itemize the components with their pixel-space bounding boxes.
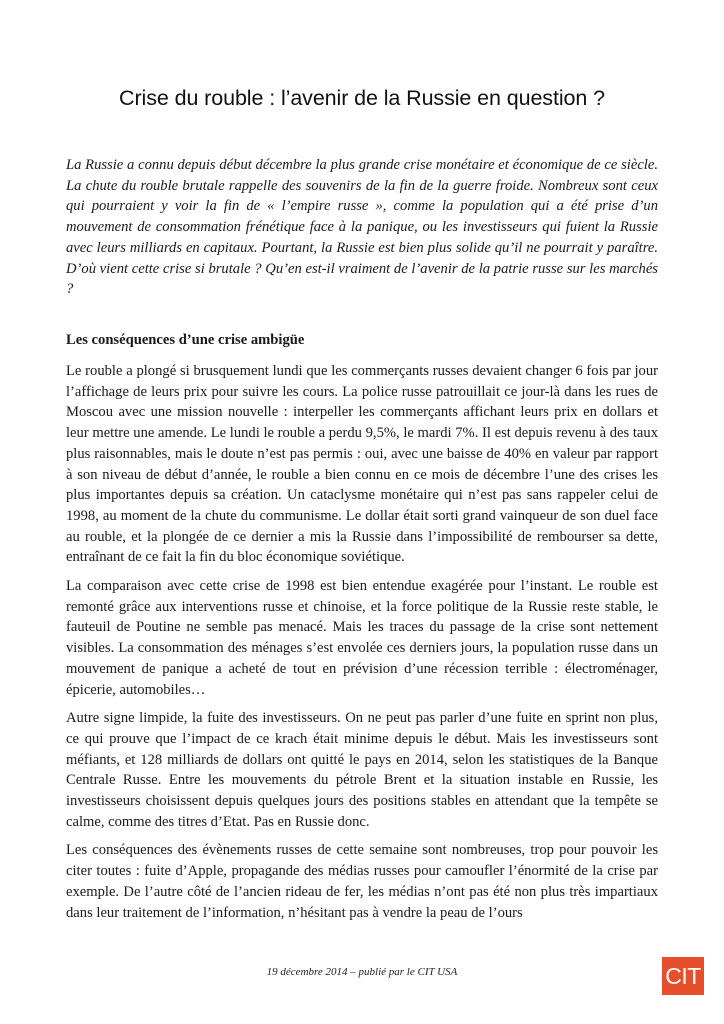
body-paragraph-4: Les conséquences des évènements russes de cette semaine sont nombreuses, trop pour pouvoir les citer toutes : fuite d’Apple, propagande des médias russes pour camoufler l’énormité de la crise par exemple. De l’autre côté de l’ancien rideau de fer, les médias n’ont pas été non plus très impartiaux dans leur traitement de l’information, n’hésitant pas à vendre la peau de l’ours	[66, 842, 658, 921]
article-body	[66, 361, 658, 931]
body-paragraph-3: Autre signe limpide, la fuite des investisseurs. On ne peut pas parler d’une fuite en sprint non plus, ce qui prouve que l’impact de ce krach était minime depuis le début. Mais les investisseurs sont méfiants, et 128 milliards de dollars ont quitté le pays en 2014, selon les statistiques de la Banque Centrale Russe. Entre les mouvements du pétrole Brent et la situation instable en Russie, les investisseurs choisissent depuis quelques jours des positions stables en attendant que la tempête se calme, comme des titres d’Etat. Pas en Russie donc.	[66, 710, 658, 830]
body-paragraph-1: Le rouble a plongé si brusquement lundi que les commerçants russes devaient changer 6 fois par jour l’affichage de leurs prix pour suivre les cours. La police russe patrouillait ce jour-là dans les rues de Moscou avec une mission nouvelle : interpeller les commerçants affichant leurs prix en dollars et leur mettre une amende. Le lundi le rouble a perdu 9,5%, le mardi 7%. Il est depuis revenu à des taux plus raisonnables, mais le doute n’est pas permis : oui, avec une baisse de 40% en valeur par rapport à son niveau de début d’année, le rouble a bien connu en ce mois de décembre l’une des crises les plus importantes depuis sa création. Un cataclysme monétaire qui n’est pas sans rappeler celui de 1998, au moment de la chute du communisme. Le dollar était sorti grand vainqueur de son duel face au rouble, et la plongée de ce dernier a mis la Russie dans l’impossibilité de rembourser sa dette, entraînant de ce fait la fin du bloc économique soviétique.	[66, 363, 658, 566]
section-heading: Les conséquences d’une crise ambigüe	[66, 332, 305, 348]
body-paragraph-2: La comparaison avec cette crise de 1998 est bien entendue exagérée pour l’instant. Le rouble est remonté grâce aux interventions russe et chinoise, et la force politique de la Russie reste stable, le fauteuil de Poutine ne semble pas menacé. Mais les traces du passage de la crise sont nettement visibles. La consommation des ménages s’est envolée ces derniers jours, la population russe dans un mouvement de panique a acheté de tout en prévision d’une récession terrible : électroménager, épicerie, automobiles…	[66, 578, 658, 698]
page-footer: 19 décembre 2014 – publié par le CIT USA	[266, 966, 458, 978]
intro-paragraph: La Russie a connu depuis début décembre la plus grande crise monétaire et économique de ce siècle. La chute du rouble brutale rappelle des souvenirs de la fin de la guerre froide. Nombreux sont ceux qui pourraient y voir la fin de « l’empire russe », comme la population qui a été prise d’un mouvement de consommation frénétique face à la panique, ou les investisseurs qui fuient la Russie avec leurs milliards en capitaux. Pourtant, la Russie est bien plus solide qu’il ne pourrait y paraître. D’où vient cette crise si brutale ? Qu’en est-il vraiment de l’avenir de la patrie russe sur les marchés ?	[66, 157, 658, 298]
cit-logo: CIT	[662, 957, 704, 995]
document-title: Crise du rouble : l’avenir de la Russie en question ?	[119, 86, 605, 110]
